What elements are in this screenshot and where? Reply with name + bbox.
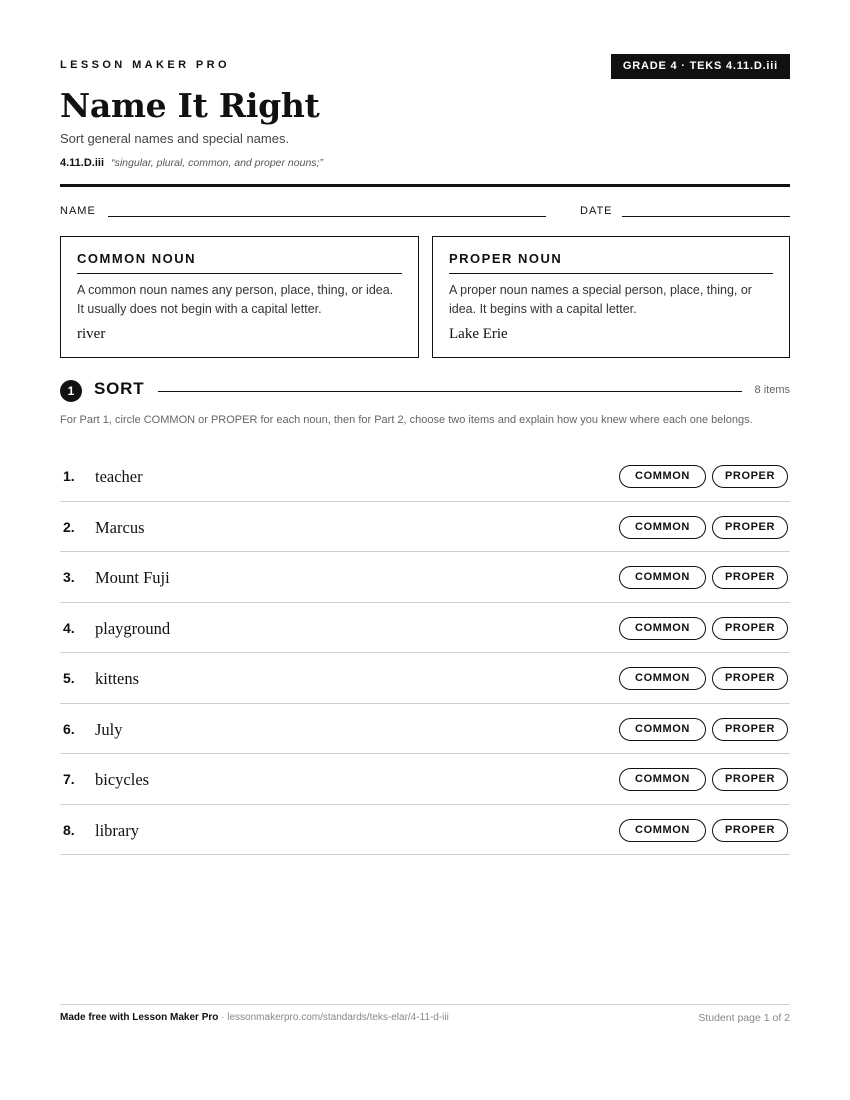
item-word: playground <box>95 618 171 638</box>
proper-choice[interactable]: PROPER <box>712 667 788 690</box>
instructions: For Part 1, circle COMMON or PROPER for each noun, then for Part 2, choose two items and explain how you knew where each one belongs. <box>60 414 753 426</box>
card-heading: COMMON NOUN <box>77 251 197 266</box>
name-label: NAME <box>60 205 96 217</box>
item-number: 2. <box>63 518 75 535</box>
section-number-badge: 1 <box>60 380 82 402</box>
date-label: DATE <box>580 205 613 217</box>
proper-choice[interactable]: PROPER <box>712 566 788 589</box>
item-number: 6. <box>63 720 75 737</box>
proper-noun-card <box>432 236 790 358</box>
common-choice[interactable]: COMMON <box>619 566 706 589</box>
name-date-row <box>60 204 790 220</box>
proper-choice[interactable]: PROPER <box>712 768 788 791</box>
footer-url[interactable]: · lessonmakerpro.com/standards/teks-elar/4-11-d-iii <box>218 1012 449 1023</box>
item-number: 7. <box>63 771 75 787</box>
item-word: July <box>95 719 123 739</box>
item-number: 4. <box>63 619 75 636</box>
date-field[interactable] <box>622 216 790 217</box>
list-item <box>60 805 790 856</box>
footer-credit <box>60 1012 449 1023</box>
common-choice[interactable]: COMMON <box>619 617 706 640</box>
card-divider <box>77 273 402 274</box>
section-title: SORT <box>94 379 145 398</box>
item-number: 3. <box>63 569 75 585</box>
standard-code: 4.11.D.iii <box>60 157 105 169</box>
page-title: Name It Right <box>60 86 320 125</box>
footer-divider <box>60 1004 790 1005</box>
footer-made-with: Made free with Lesson Maker Pro <box>60 1012 219 1023</box>
page-subtitle: Sort general names and special names. <box>60 131 290 146</box>
proper-choice[interactable]: PROPER <box>712 465 788 488</box>
card-definition: A common noun names any person, place, thing, or idea. It usually does not begin with a capital letter. <box>77 283 394 316</box>
grade-badge: GRADE 4 · TEKS 4.11.D.iii <box>611 54 790 79</box>
common-choice[interactable]: COMMON <box>619 667 706 690</box>
list-item <box>60 502 790 553</box>
proper-choice[interactable]: PROPER <box>712 617 788 640</box>
worksheet-page <box>60 0 790 1100</box>
common-choice[interactable]: COMMON <box>619 718 706 741</box>
proper-choice[interactable]: PROPER <box>712 819 788 842</box>
item-list <box>60 451 790 855</box>
top-bar <box>60 54 790 80</box>
name-field[interactable] <box>108 216 546 217</box>
footer-page-number: Student page 1 of 2 <box>698 1012 790 1024</box>
card-divider <box>449 273 773 274</box>
item-number: 8. <box>63 821 75 838</box>
item-word: library <box>95 820 139 840</box>
brand-name: LESSON MAKER PRO <box>60 59 230 71</box>
standard-quote: “singular, plural, common, and proper nouns;” <box>111 157 323 169</box>
list-item <box>60 603 790 654</box>
list-item <box>60 754 790 805</box>
card-example: Lake Erie <box>449 326 508 342</box>
list-item <box>60 653 790 704</box>
card-example: river <box>77 326 106 342</box>
common-choice[interactable]: COMMON <box>619 516 706 539</box>
standard-line <box>60 157 323 169</box>
common-choice[interactable]: COMMON <box>619 768 706 791</box>
section-rule <box>158 391 742 392</box>
list-item <box>60 704 790 755</box>
item-word: Mount Fuji <box>95 568 170 587</box>
proper-choice[interactable]: PROPER <box>712 718 788 741</box>
header-divider <box>60 184 790 187</box>
common-choice[interactable]: COMMON <box>619 819 706 842</box>
item-word: Marcus <box>95 517 145 537</box>
item-number: 5. <box>63 670 75 686</box>
item-count: 8 items <box>754 384 790 396</box>
section-header <box>60 378 790 404</box>
common-choice[interactable]: COMMON <box>619 465 706 488</box>
card-definition: A proper noun names a special person, place, thing, or idea. It begins with a capital letter. <box>449 283 752 316</box>
item-word: bicycles <box>95 770 150 789</box>
item-number: 1. <box>63 468 75 484</box>
common-noun-card <box>60 236 419 358</box>
list-item <box>60 451 790 502</box>
item-word: kittens <box>95 669 139 688</box>
proper-choice[interactable]: PROPER <box>712 516 788 539</box>
list-item <box>60 552 790 603</box>
card-heading: PROPER NOUN <box>449 251 563 266</box>
item-word: teacher <box>95 467 143 486</box>
